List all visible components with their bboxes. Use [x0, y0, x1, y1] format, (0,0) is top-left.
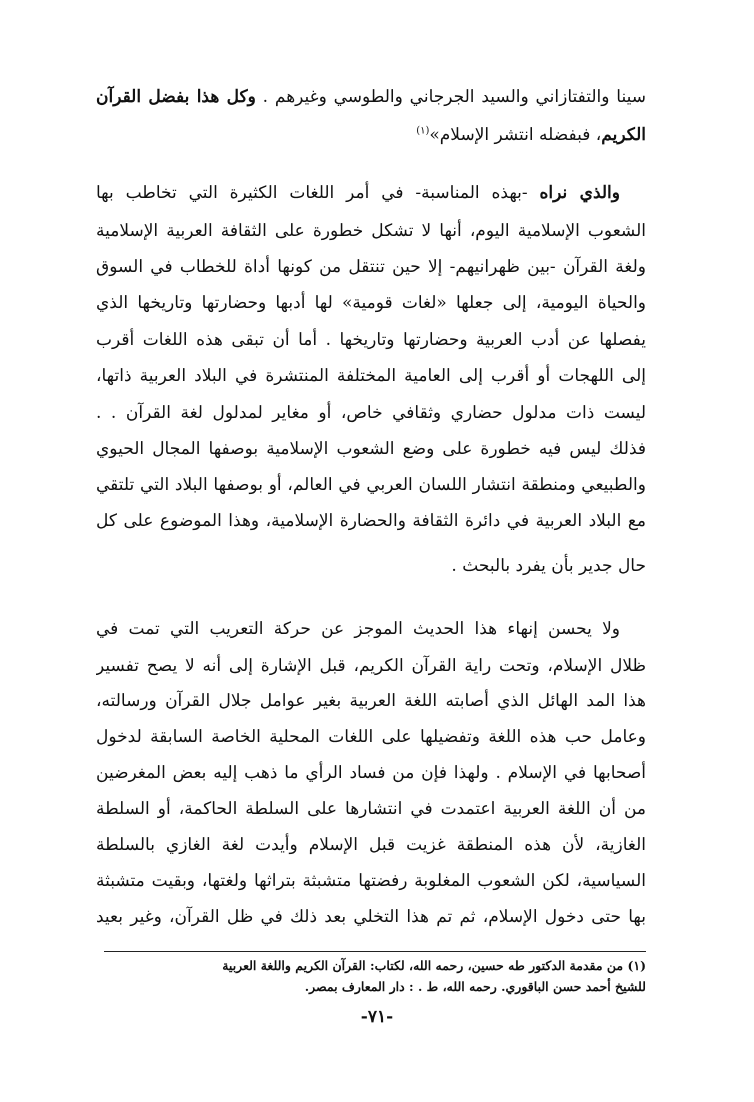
text-line: مع البلاد العربية في دائرة الثقافة والحضارة الإسلامية، وهذا الموضوع على كل	[96, 511, 646, 531]
text-line: ظلال الإسلام، وتحت راية القرآن الكريم، قبل الإشارة إلى أنه لا يصح تفسير	[96, 656, 646, 676]
text-line: بها حتى دخول الإسلام، ثم تم هذا التخلي بعد ذلك في ظل القرآن، وغير بعيد	[96, 907, 646, 927]
text-line: والطبيعي ومنطقة انتشار اللسان العربي في العالم، أو بوصفها البلاد التي تلتقي	[96, 475, 646, 495]
text-line: والحياة اليومية، إلى جعلها «لغات قومية» لها أدبها وحضارتها وتاريخها الذي	[96, 293, 646, 313]
text-line: فذلك ليس فيه خطورة على وضع الشعوب الإسلامية بوصفها المجال الحيوي	[96, 439, 646, 459]
text-run: ، فبفضله انتشر الإسلام»	[429, 125, 602, 145]
text-line: إلى اللهجات أو أقرب إلى العامية المختلفة المنتشرة في البلاد العربية ذاتها،	[96, 366, 646, 386]
footnote-separator	[104, 951, 646, 952]
footnote-reference: (١)	[416, 125, 430, 137]
text-line: من أن اللغة العربية اعتمدت في انتشارها على السلطة الحاكمة، أو السلطة	[96, 799, 646, 819]
text-line	[96, 174, 646, 212]
text-line: ولا يحسن إنهاء هذا الحديث الموجز عن حركة التعريب التي تمت في	[96, 619, 620, 639]
text-line: هذا المد الهائل الذي أصابته اللغة العربية بغير عوامل جلال القرآن ورسالته،	[96, 691, 646, 711]
text-line: ولغة القرآن -بين ظهرانيهم- إلا حين تنتقل من كونها أداة للخطاب في السوق	[96, 257, 646, 277]
text-run: -بهذه المناسبة- في أمر اللغات الكثيرة التي تخاطب بها	[96, 183, 540, 203]
text-line: السياسية، لكن الشعوب المغلوبة رفضتها متشبثة بتراثها ولغتها، وبقيت متشبثة	[96, 871, 646, 891]
text-run: سينا والتفتازاني والسيد الجرجاني والطوسي وغيرهم .	[255, 87, 646, 107]
text-line	[96, 116, 646, 154]
text-line: أصحابها في الإسلام . ولهذا فإن من فساد الرأي ما ذهب إليه بعض المغرضين	[96, 763, 646, 783]
bold-text-run: وكل هذا بفضل القرآن	[96, 87, 256, 107]
footnote-line: (١) من مقدمة الدكتور طه حسين، رحمه الله، لكتاب: القرآن الكريم واللغة العربية	[222, 958, 646, 973]
text-line: ليست ذات مدلول حضاري وثقافي خاص، أو مغاير لمدلول لغة القرآن . .	[96, 403, 646, 423]
text-line: حال جدير بأن يفرد بالبحث .	[451, 556, 646, 576]
text-line: يفصلها عن أدب العربية وحضارتها وتاريخها . أما أن تبقى هذه اللغات أقرب	[96, 330, 646, 350]
bold-text-run: والذي نراه	[539, 183, 620, 203]
text-line: وعامل حب هذه اللغة وتفضيلها على اللغات المحلية الخاصة السابقة لدخول	[96, 727, 646, 747]
text-line: الشعوب الإسلامية اليوم، أنها لا تشكل خطورة على الثقافة العربية الإسلامية	[96, 221, 646, 241]
bold-text-run: الكريم	[601, 125, 646, 145]
text-line	[96, 78, 646, 116]
text-line: الغازية، لأن هذه المنطقة غزيت قبل الإسلام وأيدت لغة الغازي بالسلطة	[96, 835, 646, 855]
footnote-line: للشيخ أحمد حسن الباقوري. رحمه الله، ط . : دار المعارف بمصر.	[304, 979, 646, 994]
page-number: -٧١-	[360, 1007, 394, 1027]
